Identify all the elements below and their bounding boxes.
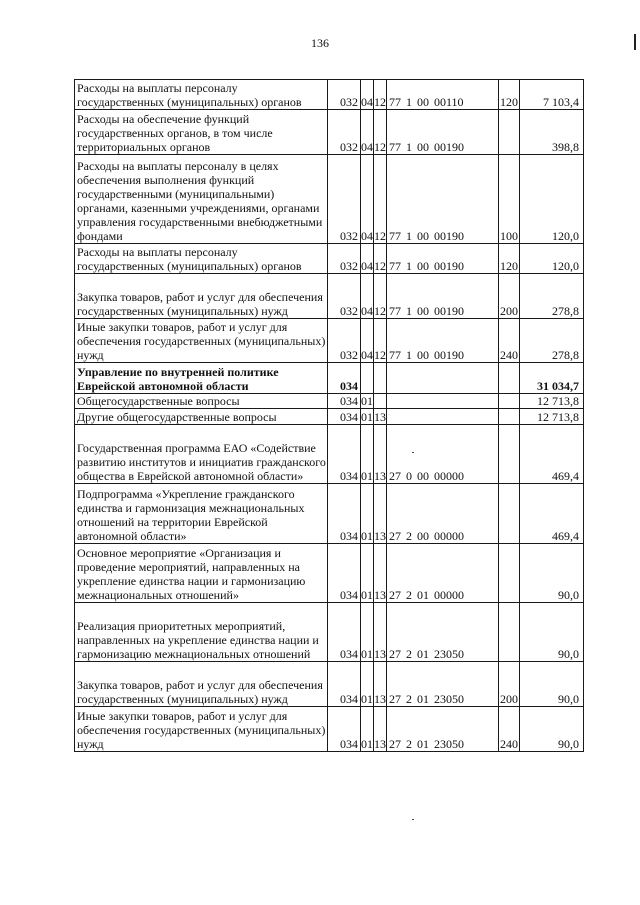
target-article-cell: 77 1 00 00190	[387, 273, 499, 318]
expense-name-cell: Общегосударственные вопросы	[75, 393, 328, 409]
table-row	[75, 318, 584, 363]
amount-cell: 120,0	[520, 243, 584, 273]
subsection-code-cell: 13	[374, 707, 387, 752]
page-edge-mark	[634, 34, 636, 50]
ministry-code-cell: 034	[328, 393, 361, 409]
target-article-cell: 77 1 00 00110	[387, 80, 499, 110]
target-article-cell: 27 2 01 23050	[387, 602, 499, 661]
table-row	[75, 707, 584, 752]
target-article-cell: 27 2 01 00000	[387, 543, 499, 602]
scan-speck	[412, 819, 414, 820]
section-code-cell: 01	[361, 707, 374, 752]
table-row	[75, 243, 584, 273]
amount-cell: 469,4	[520, 484, 584, 543]
table-row	[75, 602, 584, 661]
expense-type-cell	[499, 409, 520, 425]
table-row	[75, 484, 584, 543]
expense-type-cell: 240	[499, 707, 520, 752]
table-row	[75, 110, 584, 155]
table-row	[75, 273, 584, 318]
expense-type-cell: 240	[499, 318, 520, 363]
expense-name-cell: Расходы на выплаты персоналу государственных (муниципальных) органов	[75, 80, 328, 110]
expense-type-cell	[499, 543, 520, 602]
expense-type-cell	[499, 363, 520, 393]
subsection-code-cell	[374, 393, 387, 409]
ministry-code-cell: 032	[328, 243, 361, 273]
table-row	[75, 662, 584, 707]
subsection-code-cell: 13	[374, 409, 386, 424]
target-article-cell: 27 2 01 23050	[387, 707, 499, 752]
expense-type-cell: 120	[499, 80, 520, 110]
amount-cell: 469,4	[520, 424, 584, 483]
ministry-code-cell: 032	[328, 80, 361, 110]
expense-type-cell	[499, 393, 520, 409]
ministry-code-cell: 032	[328, 318, 361, 363]
subsection-code-cell: 12	[374, 80, 387, 110]
ministry-code-cell: 034	[328, 409, 361, 425]
amount-cell: 90,0	[520, 602, 584, 661]
expense-name-cell: Управление по внутренней политике Еврейской автономной области	[75, 363, 328, 393]
target-article-cell: 77 1 00 00190	[387, 243, 499, 273]
table-row	[75, 543, 584, 602]
amount-cell: 278,8	[520, 273, 584, 318]
section-code-cell: 01	[361, 409, 373, 424]
subsection-code-cell: 12	[374, 154, 387, 243]
amount-cell: 120,0	[520, 154, 584, 243]
section-code-cell: 01	[361, 602, 374, 661]
section-code-cell: 01	[361, 543, 374, 602]
section-code-cell: 04	[361, 80, 374, 110]
subsection-code-cell: 13	[374, 543, 387, 602]
target-article-cell	[387, 393, 499, 409]
amount-cell: 90,0	[520, 543, 584, 602]
table-row	[75, 154, 584, 243]
ministry-code-cell: 034	[328, 543, 361, 602]
table-row	[75, 424, 584, 483]
expense-name-cell: Основное мероприятие «Организация и проведение мероприятий, направленных на укрепление единства нации и гармонизацию межнациональных отношений»	[75, 543, 328, 602]
section-code-cell: 04	[361, 243, 374, 273]
expense-type-cell	[499, 484, 520, 543]
ministry-code-cell: 032	[328, 273, 361, 318]
subsection-code-cell: 13	[374, 484, 387, 543]
ministry-code-cell: 032	[328, 110, 361, 155]
expense-name-cell: Иные закупки товаров, работ и услуг для обеспечения государственных (муниципальных) нужд	[75, 707, 328, 752]
expense-type-cell: 200	[499, 273, 520, 318]
amount-cell: 398,8	[520, 110, 584, 155]
ministry-code-cell: 034	[328, 662, 361, 707]
amount-cell: 7 103,4	[520, 80, 584, 110]
ministry-code-cell: 034	[328, 707, 361, 752]
amount-cell: 278,8	[520, 318, 584, 363]
subsection-code-cell: 12	[374, 110, 387, 155]
page-number: 136	[311, 36, 329, 50]
expense-name-cell: Реализация приоритетных мероприятий, направленных на укрепление единства нации и гармонизацию межнациональных отношений	[75, 602, 328, 661]
target-article-cell: 27 2 00 00000	[387, 484, 499, 543]
target-article-cell: 77 1 00 00190	[387, 154, 499, 243]
section-code-cell: 04	[361, 273, 374, 318]
section-code-cell: 01	[361, 662, 374, 707]
subsection-code-cell: 13	[374, 602, 387, 661]
ministry-code-cell: 034	[328, 484, 361, 543]
expense-name-cell: Закупка товаров, работ и услуг для обеспечения государственных (муниципальных) нужд	[75, 662, 328, 707]
subsection-code-cell: 12	[374, 243, 387, 273]
amount-cell: 12 713,8	[520, 409, 584, 425]
subsection-code-cell: 12	[374, 273, 387, 318]
expense-name-cell: Другие общегосударственные вопросы	[75, 409, 328, 425]
target-article-cell: 27 2 01 23050	[387, 662, 499, 707]
ministry-code-cell: 034	[328, 363, 361, 393]
subsection-code-cell	[374, 363, 387, 393]
amount-cell: 90,0	[520, 707, 584, 752]
expense-type-cell: 200	[499, 662, 520, 707]
expense-type-cell: 120	[499, 243, 520, 273]
ministry-code-cell: 034	[328, 602, 361, 661]
target-article-cell: 27 0 00 00000	[387, 424, 499, 483]
expense-name-cell: Расходы на выплаты персоналу в целях обеспечения выполнения функций государственными (муниципальными) органами, казенными учреждениями, органами управления государственными внебюджетными фондами	[75, 154, 328, 243]
section-code-cell: 01	[361, 394, 373, 409]
target-article-cell: 77 1 00 00190	[387, 110, 499, 155]
section-code-cell: 01	[361, 424, 374, 483]
table-row	[75, 409, 584, 425]
table-row	[75, 363, 584, 393]
expense-name-cell: Иные закупки товаров, работ и услуг для обеспечения государственных (муниципальных) нужд	[75, 318, 328, 363]
expense-type-cell	[499, 110, 520, 155]
expense-name-cell: Расходы на выплаты персоналу государственных (муниципальных) органов	[75, 243, 328, 273]
table-body	[75, 80, 584, 752]
subsection-code-cell: 13	[374, 662, 387, 707]
table-row	[75, 80, 584, 110]
amount-cell: 31 034,7	[520, 363, 584, 393]
expense-name-cell: Закупка товаров, работ и услуг для обеспечения государственных (муниципальных) нужд	[75, 273, 328, 318]
expense-type-cell	[499, 602, 520, 661]
amount-cell: 12 713,8	[520, 393, 584, 409]
subsection-code-cell: 12	[374, 318, 387, 363]
ministry-code-cell: 034	[328, 424, 361, 483]
target-article-cell: 77 1 00 00190	[387, 318, 499, 363]
ministry-code-cell: 032	[328, 154, 361, 243]
expense-name-cell: Подпрограмма «Укрепление гражданского единства и гармонизация межнациональных отношений на территории Еврейской автономной области»	[75, 484, 328, 543]
expense-type-cell: 100	[499, 154, 520, 243]
section-code-cell: 01	[361, 484, 374, 543]
amount-cell: 90,0	[520, 662, 584, 707]
section-code-cell: 04	[361, 110, 374, 155]
target-article-cell	[387, 363, 499, 393]
subsection-code-cell: 13	[374, 424, 387, 483]
expense-name-cell: Государственная программа ЕАО «Содействие развитию институтов и инициатив гражданского общества в Еврейской автономной области»	[75, 424, 328, 483]
section-code-cell: 04	[361, 154, 374, 243]
section-code-cell: 04	[361, 318, 374, 363]
budget-table	[74, 79, 584, 752]
table-row	[75, 393, 584, 409]
expense-type-cell	[499, 424, 520, 483]
section-code-cell	[361, 363, 374, 393]
target-article-cell	[387, 409, 499, 425]
expense-name-cell: Расходы на обеспечение функций государственных органов, в том числе территориальных органов	[75, 110, 328, 155]
